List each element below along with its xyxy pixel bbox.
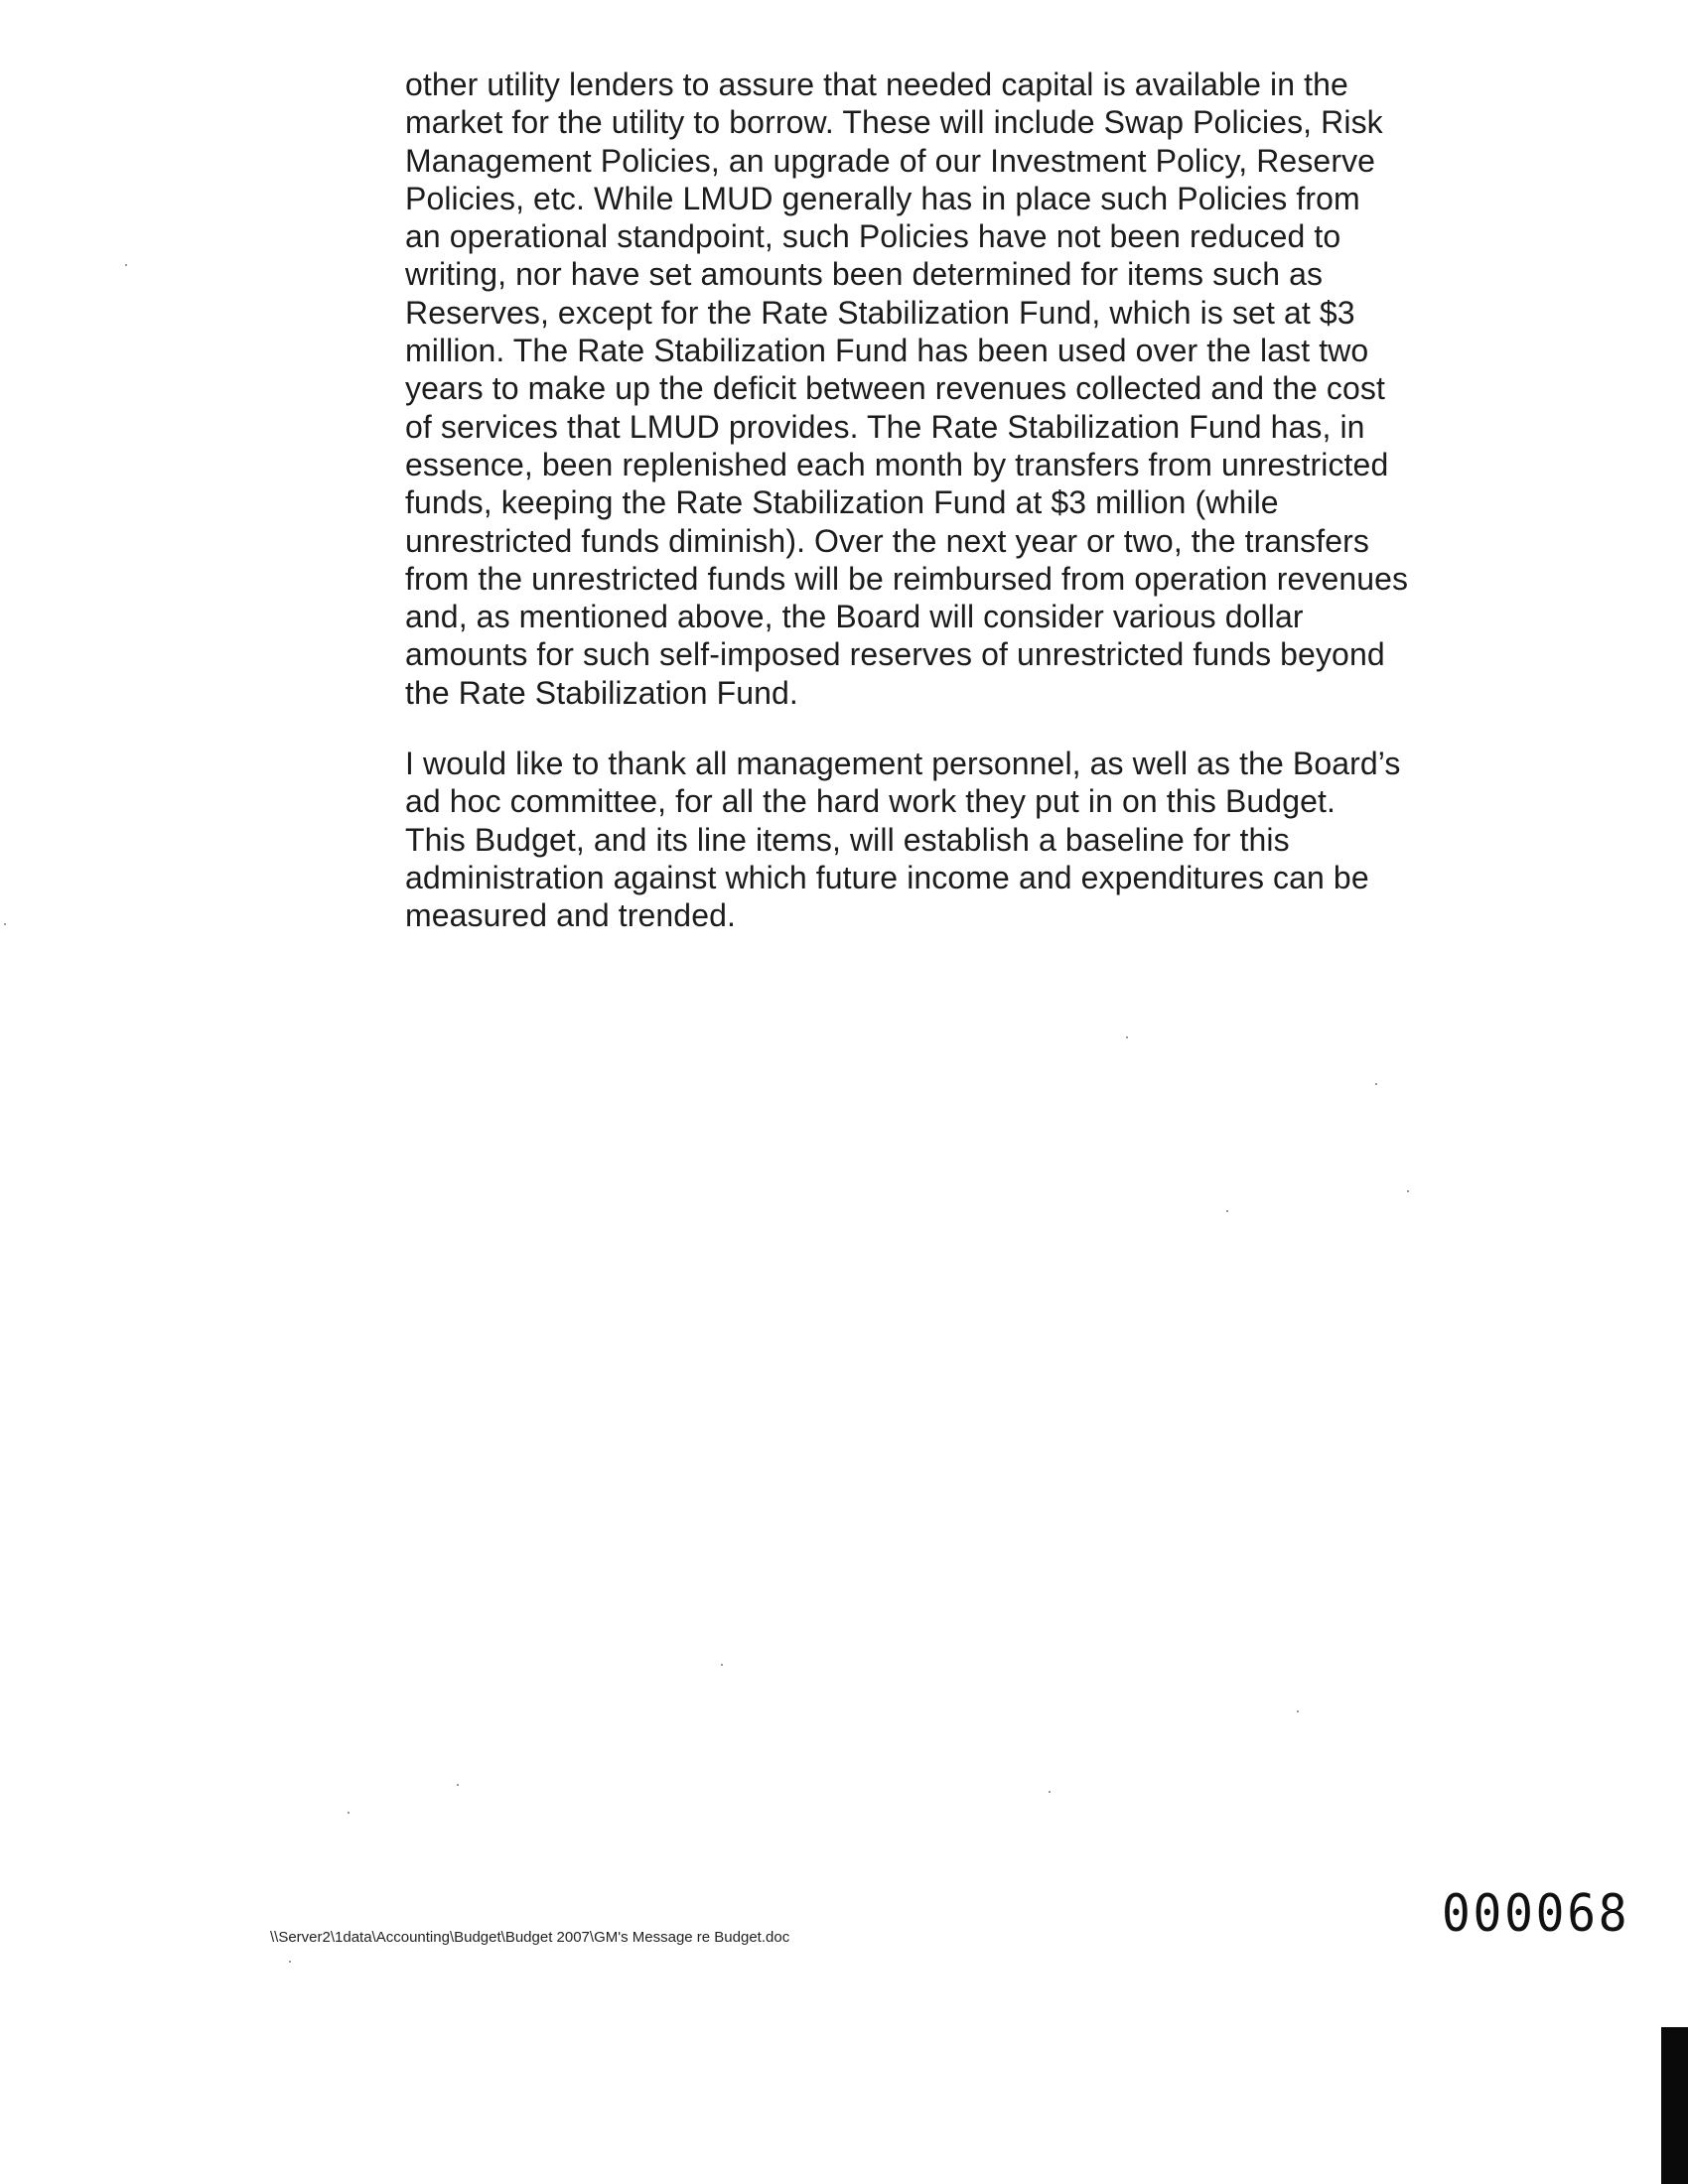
text-line: measured and trended. (405, 897, 736, 934)
scan-speck (289, 1961, 291, 1963)
text-line: and, as mentioned above, the Board will consider various dollar (405, 599, 1304, 635)
scan-edge-mark (1661, 2027, 1688, 2184)
text-line: the Rate Stabilization Fund. (405, 674, 798, 711)
scan-speck (125, 264, 127, 266)
footer-file-path: \\Server2\1data\Accounting\Budget\Budget 2007\GM's Message re Budget.doc (270, 1929, 790, 1946)
text-line: million. The Rate Stabilization Fund has been used over the last two (405, 333, 1369, 369)
scan-speck (721, 1664, 723, 1666)
text-line: of services that LMUD provides. The Rate Stabilization Fund has, in (405, 408, 1365, 445)
scan-speck (4, 923, 6, 925)
scan-speck (1126, 1036, 1128, 1038)
text-line: essence, been replenished each month by transfers from unrestricted (405, 446, 1389, 482)
text-line: Management Policies, an upgrade of our Investment Policy, Reserve (405, 142, 1376, 179)
text-line: I would like to thank all management personnel, as well as the Board’s (405, 746, 1401, 781)
scan-speck (1297, 1710, 1299, 1712)
scan-speck (1407, 1190, 1409, 1192)
text-line: funds, keeping the Rate Stabilization Fund at $3 million (while (405, 484, 1279, 521)
text-line: amounts for such self-imposed reserves of unrestricted funds beyond (405, 636, 1385, 673)
body-paragraph-reserves (405, 66, 1458, 712)
scan-speck (1049, 1791, 1051, 1793)
scan-speck (1375, 1083, 1377, 1085)
text-line: years to make up the deficit between revenues collected and the cost (405, 370, 1385, 407)
body-paragraph-thanks (405, 745, 1458, 934)
text-line: ad hoc committee, for all the hard work they put in on this Budget. (405, 783, 1336, 820)
text-line: writing, nor have set amounts been determined for items such as (405, 256, 1324, 293)
text-line: administration against which future income and expenditures can be (405, 859, 1369, 895)
text-line: unrestricted funds diminish). Over the next year or two, the transfers (405, 522, 1369, 559)
text-line: other utility lenders to assure that needed capital is available in the (405, 67, 1348, 102)
text-line: an operational standpoint, such Policies have not been reduced to (405, 218, 1341, 255)
scan-speck (457, 1784, 459, 1786)
text-line: from the unrestricted funds will be reimbursed from operation revenues (405, 560, 1409, 597)
bates-number: 000068 (1442, 1884, 1630, 1944)
text-line: market for the utility to borrow. These will include Swap Policies, Risk (405, 104, 1383, 141)
text-line: This Budget, and its line items, will establish a baseline for this (405, 821, 1290, 858)
scan-speck (348, 1812, 350, 1814)
text-line: Reserves, except for the Rate Stabilization Fund, which is set at $3 (405, 294, 1355, 331)
scan-speck (1226, 1210, 1228, 1212)
text-line: Policies, etc. While LMUD generally has in place such Policies from (405, 180, 1360, 216)
